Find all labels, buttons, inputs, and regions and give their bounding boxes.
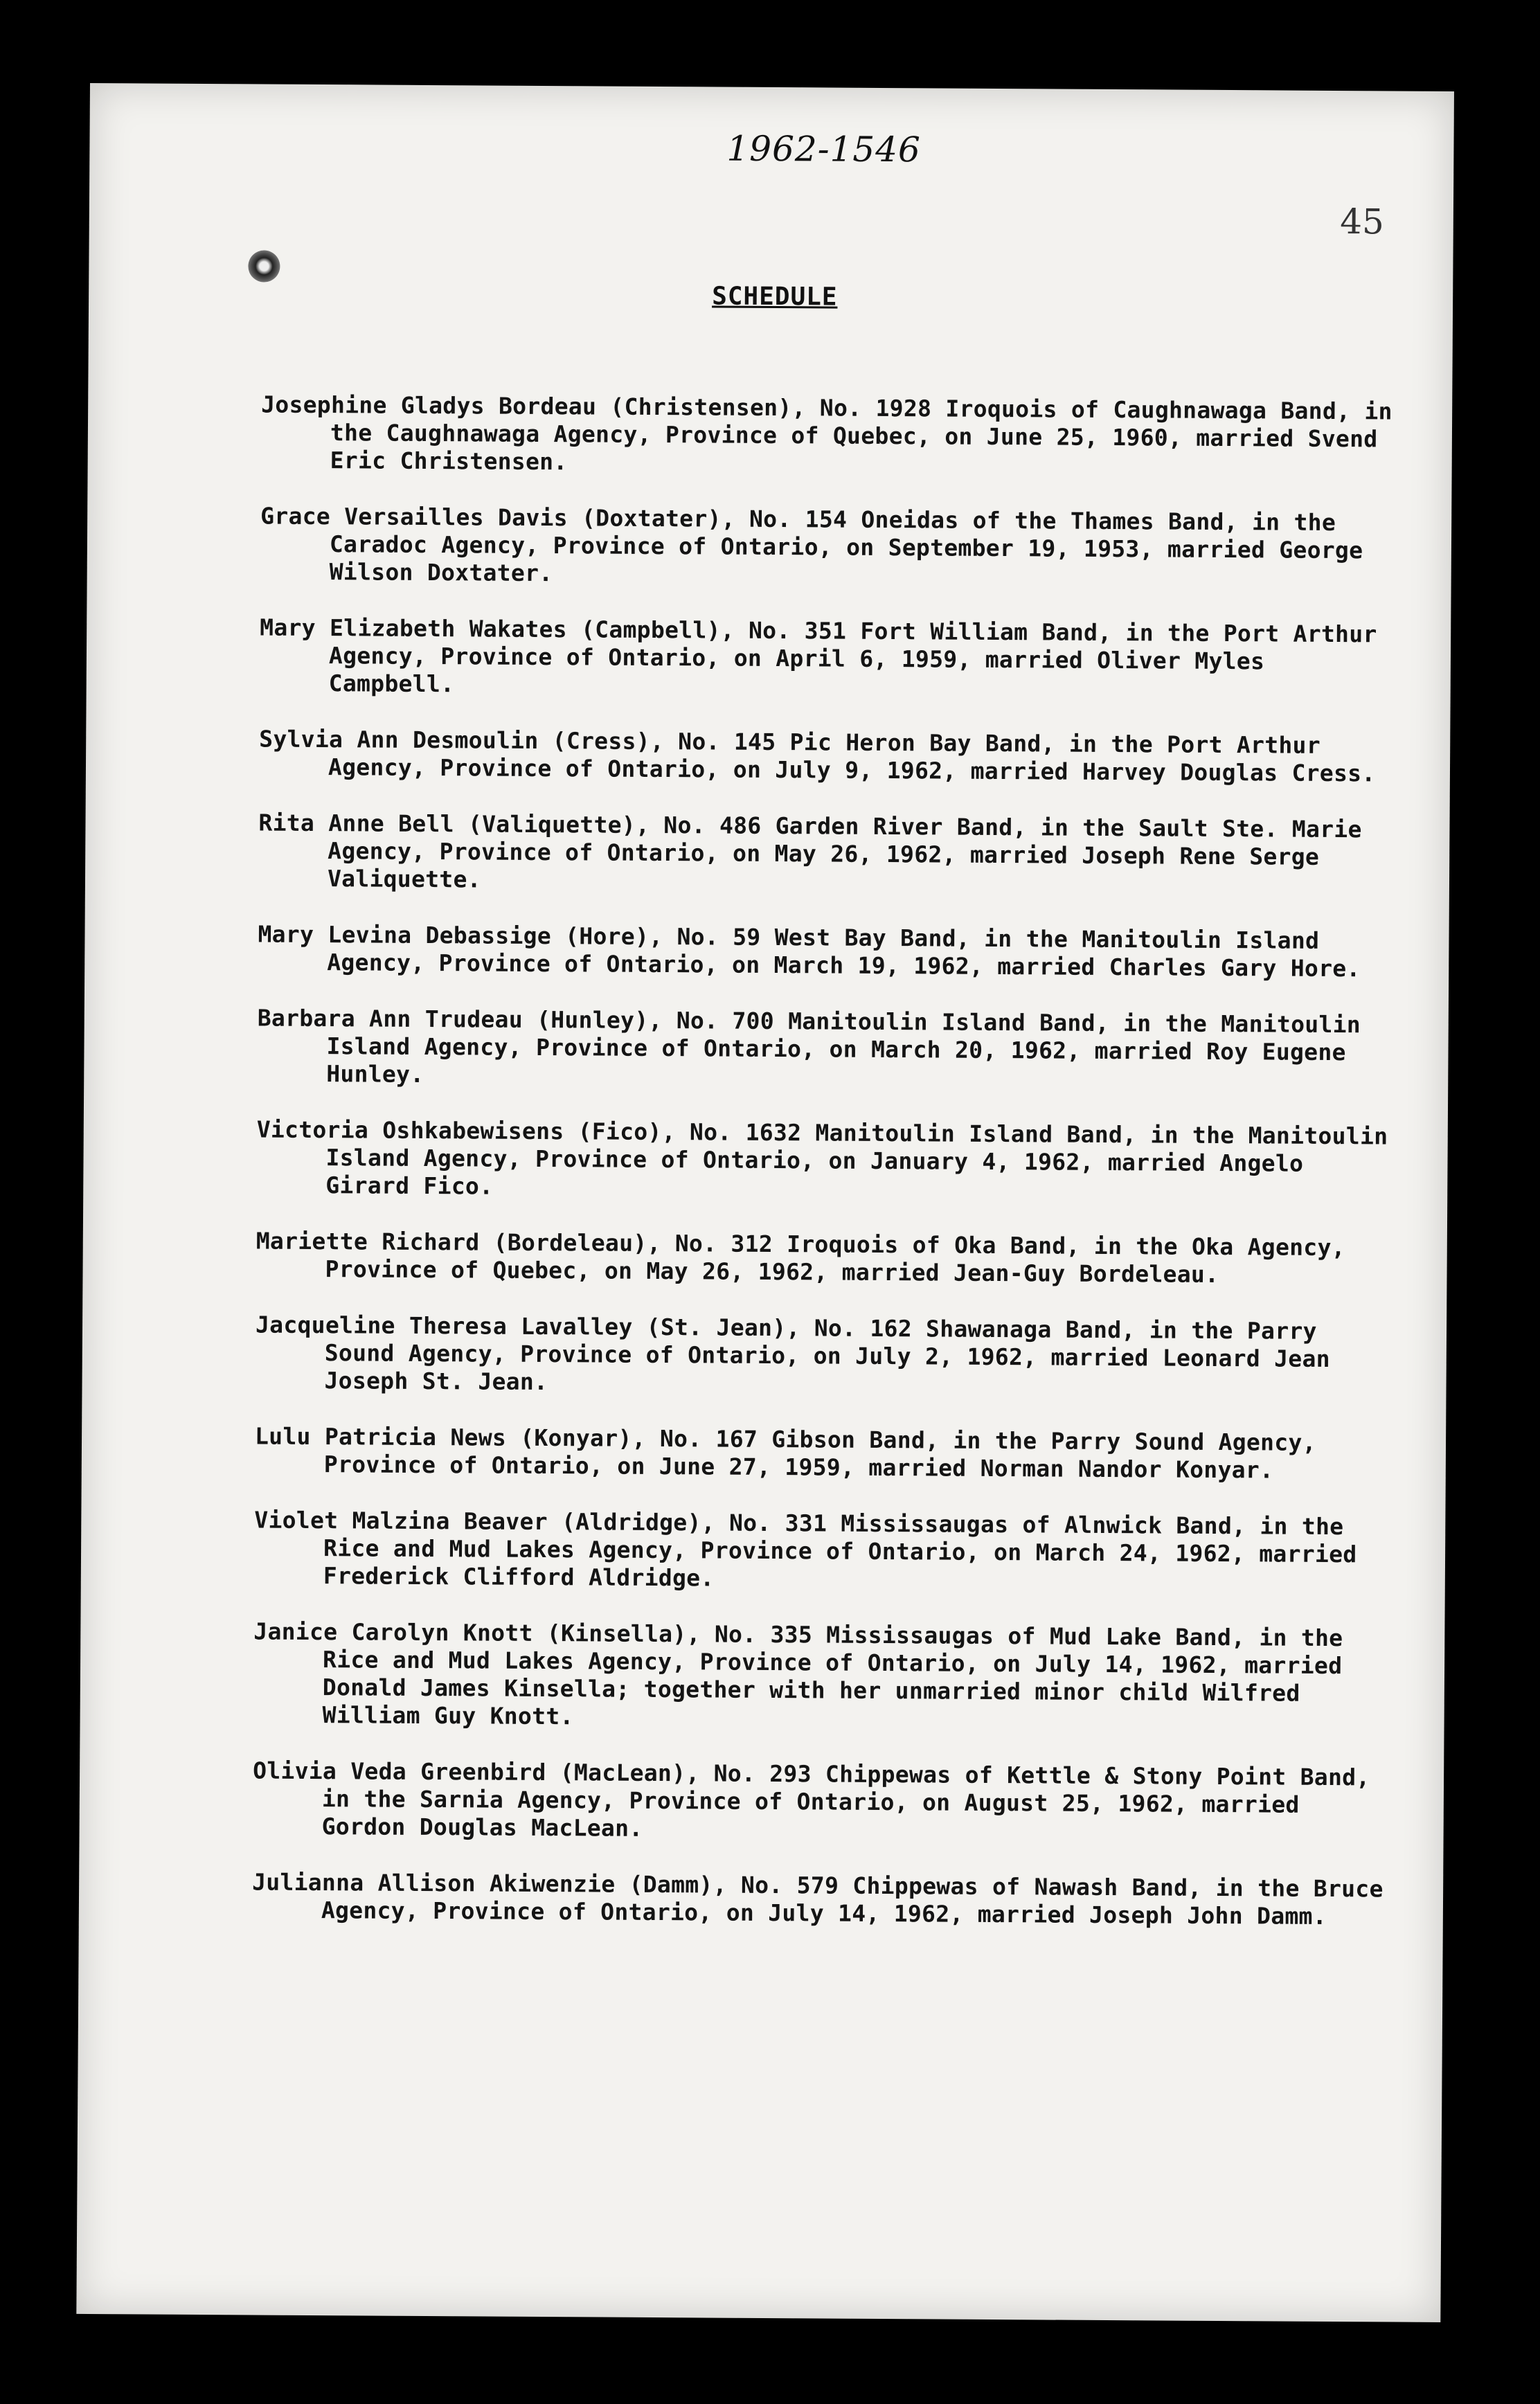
schedule-entry-14: Olivia Veda Greenbird (MacLean), No. 293 Chippewas of Kettle & Stony Point Band, in the Sarnia Agency, Province of Ontario, on August 25, 1962, married Gordon Douglas MacLean.	[253, 1757, 1370, 1842]
schedule-entries	[252, 368, 1397, 1959]
schedule-entry-6: Mary Levina Debassige (Hore), No. 59 West Bay Band, in the Manitoulin Island Agency, Province of Ontario, on March 19, 1962, married Charles Gary Hore.	[258, 920, 1361, 983]
schedule-entry-15: Julianna Allison Akiwenzie (Damm), No. 579 Chippewas of Nawash Band, in the Bruce Agency, Province of Ontario, on July 14, 1962, married Joseph John Damm.	[252, 1868, 1384, 1930]
schedule-entry-8: Victoria Oshkabewisens (Fico), No. 1632 Manitoulin Island Band, in the Manitoulin Island Agency, Province of Ontario, on January 4, 1962, married Angelo Girard Fico.	[256, 1115, 1388, 1200]
punch-hole-icon	[248, 250, 280, 282]
schedule-entry-2: Grace Versailles Davis (Doxtater), No. 154 Oneidas of the Thames Band, in the Caradoc Agency, Province of Ontario, on September 19, 1953, married George Wilson Doxtater.	[260, 502, 1363, 587]
schedule-entry-13: Janice Carolyn Knott (Kinsella), No. 335 Mississaugas of Mud Lake Band, in the Rice and Mud Lakes Agency, Province of Ontario, on July 14, 1962, married Donald James Kinsella; together with her unmarried minor child Wilfred William Guy Knott.	[253, 1617, 1343, 1730]
schedule-entry-9: Mariette Richard (Bordeleau), No. 312 Iroquois of Oka Band, in the Oka Agency, Province of Quebec, on May 26, 1962, married Jean-Guy Bordeleau.	[256, 1227, 1345, 1288]
schedule-entry-10: Jacqueline Theresa Lavalley (St. Jean), No. 162 Shawanaga Band, in the Parry Sound Agency, Province of Ontario, on July 2, 1962, married Leonard Jean Joseph St. Jean.	[255, 1311, 1330, 1396]
handwritten-reference-number: 1962-1546	[726, 128, 922, 170]
page-number: 45	[1340, 201, 1385, 242]
schedule-entry-5: Rita Anne Bell (Valiquette), No. 486 Garden River Band, in the Sault Ste. Marie Agency, Province of Ontario, on May 26, 1962, married Joseph Rene Serge Valiquette.	[258, 809, 1362, 893]
schedule-entry-1: Josephine Gladys Bordeau (Christensen), No. 1928 Iroquois of Caughnawaga Band, in the Caughnawaga Agency, Province of Quebec, on June 25, 1960, married Svend Eric Christensen.	[261, 391, 1393, 476]
schedule-entry-12: Violet Malzina Beaver (Aldridge), No. 331 Mississaugas of Alnwick Band, in the Rice and Mud Lakes Agency, Province of Ontario, on March 24, 1962, married Frederick Clifford Aldridge.	[254, 1506, 1357, 1592]
schedule-title: SCHEDULE	[712, 282, 838, 312]
schedule-entry-4: Sylvia Ann Desmoulin (Cress), No. 145 Pic Heron Bay Band, in the Port Arthur Agency, Province of Ontario, on July 9, 1962, married Harvey Douglas Cress.	[259, 725, 1376, 787]
schedule-entry-7: Barbara Ann Trudeau (Hunley), No. 700 Manitoulin Island Band, in the Manitoulin Island Agency, Province of Ontario, on March 20, 1962, married Roy Eugene Hunley.	[257, 1004, 1361, 1088]
schedule-entry-3: Mary Elizabeth Wakates (Campbell), No. 351 Fort William Band, in the Port Arthur Agency, Province of Ontario, on April 6, 1959, married Oliver Myles Campbell.	[260, 613, 1377, 698]
document-page	[76, 83, 1454, 2322]
schedule-entry-11: Lulu Patricia News (Konyar), No. 167 Gibson Band, in the Parry Sound Agency, Province of Ontario, on June 27, 1959, married Norman Nandor Konyar.	[254, 1422, 1316, 1484]
